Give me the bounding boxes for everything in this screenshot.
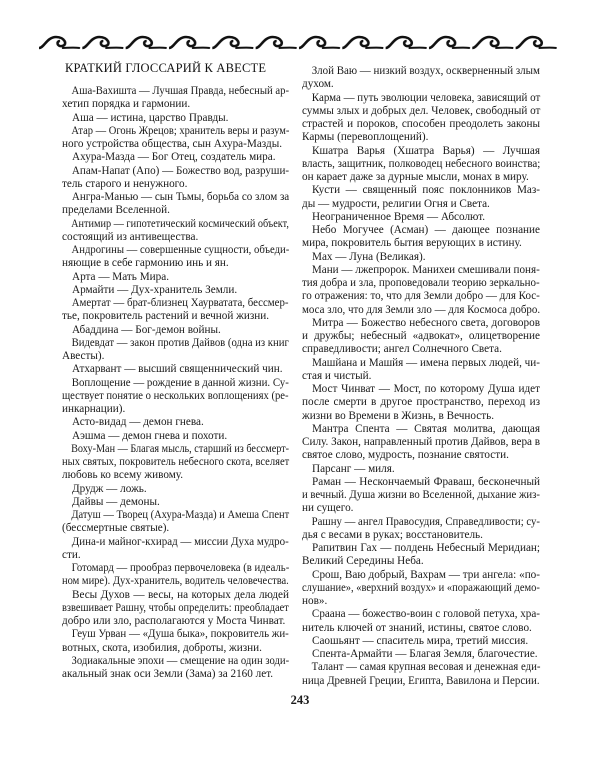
glossary-entry-line: Авесты).: [62, 350, 105, 362]
glossary-entry: [62, 191, 289, 218]
glossary-entry: [302, 357, 540, 384]
glossary-entry-term-line: Саошьянт — спаситель мира, третий миссия.: [312, 634, 529, 647]
glossary-entry-line: страстей и пороков, способен преодолеть законы: [302, 118, 540, 130]
glossary-entry-line: (бессмертные святые).: [62, 522, 170, 535]
glossary-entry: [302, 383, 540, 423]
glossary-entry-line: тия добра и зла, проповедовали теорию зеркально-: [302, 277, 540, 289]
glossary-entry: [62, 416, 289, 429]
glossary-entry-line: нитель ключей от знаний, истины, святое слово.: [302, 621, 532, 634]
glossary-entry-line: акальный знак оси Земли (Зама) за 2160 лет.: [62, 668, 274, 680]
glossary-entry-term-line: Ангра-Манью — сын Тьмы, борьба со злом за: [71, 191, 290, 203]
glossary-entry-term-line: Мантра Спента — Святая молитва, дающая: [312, 422, 540, 435]
glossary-entry-line: он карает даже за дурные мысли, монах в миру.: [302, 171, 529, 183]
glossary-entry: [62, 284, 289, 297]
glossary-entry: [302, 516, 540, 543]
glossary-entry-term-line: Ахура-Мазда — Бог Отец, создатель мира.: [72, 151, 276, 164]
decorative-wave-border: [38, 33, 558, 51]
glossary-entry-term-line: Абаддина — Бог-демон войны.: [72, 323, 221, 336]
glossary-entry-line: тель старого и ненужного.: [62, 177, 188, 190]
glossary-entry-line: взвешивает Рашну, чтобы определить: преобладает: [62, 601, 289, 614]
glossary-entry: [302, 648, 540, 661]
glossary-entry: [62, 218, 289, 245]
glossary-entry: [62, 165, 289, 192]
glossary-entry-line: слушание», «верхний воздух» и «поражающий демо-: [302, 581, 540, 594]
glossary-entry-term-line: Антимир — гипотетический космический объект,: [71, 217, 289, 230]
glossary-entry-term-line: Кшатра Варья (Хшатра Варья) — Лучшая: [312, 144, 540, 157]
page-number: 243: [290, 693, 310, 707]
left-column: [62, 85, 289, 681]
glossary-entry: [62, 430, 289, 443]
glossary-entry: [62, 85, 289, 112]
glossary-entry-term-line: Рашну — ангел Правосудия, Справедливости; су-: [311, 515, 541, 528]
glossary-entry-term-line: Андрогины — совершенные сущности, объеди-: [71, 244, 290, 256]
glossary-entry: [302, 661, 540, 688]
glossary-entry: [62, 628, 289, 655]
glossary-entry-line: ды — мудрости, религии Огня и Света.: [302, 197, 490, 210]
glossary-entry-line: и вечный. Душа жизни во Вселенной, дыхание жиз-: [302, 489, 540, 501]
glossary-entry-line: ном мире). Дух-хранитель, водитель человечества.: [62, 575, 289, 588]
glossary-entry: [62, 363, 289, 376]
glossary-entry: [62, 324, 289, 337]
glossary-entry-line: духом.: [302, 78, 334, 91]
glossary-entry: [302, 92, 540, 145]
glossary-entry: [302, 635, 540, 648]
glossary-entry-line: сти.: [62, 548, 81, 561]
glossary-entry-line: нов».: [302, 595, 328, 607]
glossary-entry-line: Силу. Закон, направленный против Дайвов, вера в: [302, 436, 541, 448]
glossary-entry-line: вотных, скота, изобилия, доброты, жизни.: [62, 641, 262, 654]
glossary-entry-term-line: Аша — истина, царство Правды.: [72, 111, 229, 124]
glossary-entry: [302, 251, 540, 264]
glossary-entry-line: и дружбы; небесный «адвокат», олицетворение: [302, 330, 540, 342]
glossary-entry-line: го отражения: то, что для Земли добро — для Кос-: [302, 290, 540, 303]
glossary-entry: [302, 608, 540, 635]
glossary-entry: [62, 125, 289, 152]
glossary-entry-line: моса зло, что для Земли зло — для Космоса добро.: [302, 303, 541, 316]
glossary-entry: [62, 483, 289, 496]
glossary-entry: [62, 377, 289, 417]
glossary-entry-term-line: Мани — лжепророк. Манихеи смешивали поня-: [311, 263, 540, 276]
glossary-entry-term-line: Небо Могучее (Асман) — дающее познание: [312, 224, 540, 236]
glossary-entry-term-line: Видевдат — закон против Дайвов (одна из книг: [71, 336, 289, 349]
glossary-entry-term-line: Атхарвант — высший священнический чин.: [72, 363, 283, 376]
glossary-entry-term-line: Геуш Урван — «Душа быка», покровитель жи-: [71, 628, 289, 641]
glossary-entry-line: хетип порядка и гармонии.: [62, 98, 191, 111]
glossary-entry-line: пределами Вселенной.: [62, 204, 170, 217]
glossary-entry-term-line: Апам-Напат (Апо) — Божество вод, разруши-: [71, 164, 290, 177]
glossary-entry-term-line: Рапитвин Гах — полдень Небесный Меридиан;: [312, 542, 540, 554]
glossary-heading: КРАТКИЙ ГЛОССАРИЙ К АВЕСТЕ: [65, 61, 267, 75]
glossary-entry-line: Великий Середины Неба.: [302, 555, 424, 568]
glossary-entry: [302, 211, 540, 224]
glossary-entry-line: ного устройства общества, сын Ахура-Мазды.: [62, 138, 283, 150]
glossary-entry: [62, 443, 289, 483]
glossary-entry-term-line: Карма — путь эволюции человека, зависящий от: [311, 91, 541, 104]
glossary-entry-line: ных святых, покровитель небесного скота, вселяет: [62, 456, 290, 468]
glossary-entry-line: добро или зло, располагаются у Моста Чинват.: [62, 615, 286, 627]
glossary-entry: [62, 297, 289, 324]
glossary-entry-term-line: Арта — Мать Мира.: [72, 270, 169, 283]
glossary-entry: [62, 244, 289, 271]
glossary-entry-term-line: Амертат — брат-близнец Хаурватата, бессмер-: [71, 297, 289, 309]
glossary-entry-term-line: Аша-Вахишта — Лучшая Правда, небесный ар-: [71, 85, 290, 97]
glossary-entry: [302, 224, 540, 251]
glossary-entry-term-line: Срош, Ваю добрый, Вахрам — три ангела: «по-: [312, 568, 540, 581]
glossary-entry-term-line: Талант — самая крупная весовая и денежная еди-: [311, 661, 541, 674]
glossary-entry-term-line: Воху-Ман — Благая мысль, старший из бессмерт-: [71, 442, 290, 455]
glossary-entry-term-line: Дина-и майног-кхирад — миссии Духа мудро-: [71, 535, 289, 548]
glossary-entry-line: тье, покровитель растений и вечной жизни.: [62, 310, 270, 323]
glossary-entry-term-line: Раман — Нескончаемый Фраваш, бесконечный: [312, 475, 540, 488]
glossary-entry-term-line: Злой Ваю — низкий воздух, оскверненный злым: [311, 65, 540, 77]
glossary-entry-line: ществует понятие о нескольких воплощениях (ре-: [62, 389, 289, 402]
glossary-entry-term-line: Парсанг — миля.: [312, 462, 395, 475]
glossary-entry: [302, 569, 540, 609]
glossary-entry-line: стая и чистый.: [302, 369, 372, 382]
glossary-entry-line: справедливости; ангел Солнечного Света.: [302, 343, 502, 356]
glossary-entry-line: дья с весами в руках; восстановитель.: [302, 528, 483, 541]
glossary-entry-line: состоящий из антивещества.: [62, 230, 199, 243]
glossary-entry: [302, 264, 540, 317]
glossary-entry-term-line: Митра — Божество небесного света, договоров: [312, 316, 540, 329]
glossary-entry: [62, 271, 289, 284]
glossary-entry: [302, 145, 540, 185]
glossary-entry-line: любовь ко всему живому.: [62, 469, 184, 482]
glossary-entry-term-line: Аэшма — демон гнева и похоти.: [72, 429, 228, 442]
glossary-entry: [302, 476, 540, 516]
glossary-entry-line: ница Древней Греции, Египта, Вавилона и Персии.: [302, 674, 540, 687]
glossary-entry-term-line: Готомард — прообраз первочеловека (в идеаль-: [71, 562, 290, 574]
glossary-entry-term-line: Мост Чинват — Мост, по которому Душа идет: [312, 383, 540, 395]
glossary-entry: [62, 337, 289, 364]
glossary-entry: [62, 151, 289, 164]
glossary-entry: [62, 536, 289, 563]
glossary-entry-term-line: Воплощение — рождение в данной жизни. Су-: [71, 376, 289, 389]
glossary-entry: [62, 589, 289, 629]
glossary-entry-term-line: Друдж — ложь.: [72, 482, 147, 495]
glossary-entry: [302, 463, 540, 476]
glossary-entry-term-line: Армайти — Дух-хранитель Земли.: [72, 283, 238, 296]
glossary-entry-term-line: Асто-видад — демон гнева.: [72, 416, 204, 429]
glossary-entry-term-line: Машйана и Машйя — имена первых людей, чи-: [311, 356, 540, 369]
glossary-entry: [302, 65, 540, 92]
right-column: [302, 65, 540, 688]
glossary-entry-line: ни сущего.: [302, 502, 354, 515]
glossary-entry-line: жизни во Времени в Жизнь, в Вечность.: [302, 409, 495, 422]
glossary-entry-term-line: Сраана — божество-воин с головой петуха, хра-: [311, 608, 540, 621]
glossary-entry-term-line: Зодиакальные эпохи — смещение на один зоди-: [71, 654, 290, 667]
glossary-entry: [302, 542, 540, 569]
glossary-entry-line: суммы злых и добрых дел. Человек, свободный от: [302, 104, 541, 117]
glossary-entry-term-line: Кусти — священный пояс поклонников Маз-: [312, 184, 540, 197]
glossary-entry: [62, 509, 289, 536]
glossary-entry-line: святое слово, мудрость, познание святости.: [302, 449, 509, 462]
glossary-entry-line: власть, защитник, полководец небесного воинства;: [302, 157, 541, 170]
glossary-entry-term-line: Дайвы — демоны.: [72, 495, 160, 508]
glossary-entry-term-line: Весы Духов — весы, на которых дела людей: [72, 588, 289, 601]
glossary-entry: [62, 562, 289, 589]
glossary-entry-term-line: Спента-Армайти — Благая Земля, благочестие.: [312, 648, 538, 660]
glossary-entry-term-line: Атар — Огонь Жрецов; хранитель веры и разум-: [71, 124, 290, 137]
glossary-entry-line: Кармы (перевоплощений).: [302, 131, 429, 144]
glossary-entry-term-line: Датуш — Творец (Ахура-Мазда) и Амеша Спент: [71, 509, 290, 521]
glossary-entry: [62, 496, 289, 509]
glossary-entry: [62, 655, 289, 682]
glossary-entry-term-line: Мах — Луна (Великая).: [312, 250, 426, 263]
glossary-entry-line: после смерти в другое пространство, переход из: [302, 396, 540, 409]
glossary-entry-term-line: Неограниченное Время — Абсолют.: [312, 210, 486, 223]
glossary-entry: [62, 112, 289, 125]
glossary-entry-line: инкарнации).: [62, 403, 126, 415]
glossary-entry: [302, 317, 540, 357]
glossary-entry: [302, 423, 540, 463]
glossary-entry: [302, 184, 540, 211]
glossary-entry-line: няющие в себе гармонию инь и ян.: [62, 257, 229, 270]
glossary-entry-line: мира, покровитель бытия верующих в истину.: [302, 237, 522, 250]
